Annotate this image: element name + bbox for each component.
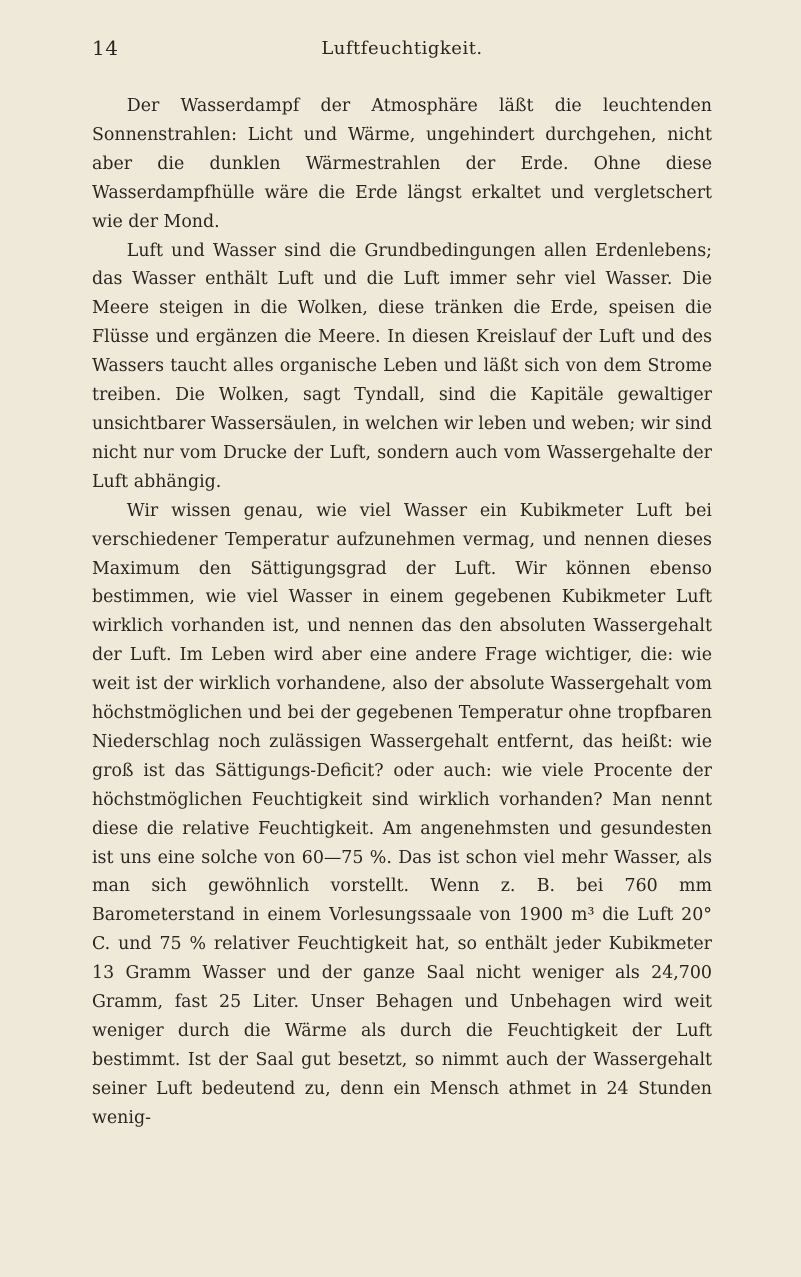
paragraph: Luft und Wasser sind die Grundbedingungen allen Erdenlebens; das Wasser enthält Luft und die Luft immer sehr viel Wasser. Die Meere steigen in die Wolken, diese tränken die Erde, speisen die Flüsse und ergänzen die Meere. In diesen Kreislauf der Luft und des Wassers taucht alles organische Leben und läßt sich von dem Strome treiben. Die Wolken, sagt Tyndall, sind die Kapitäle gewaltiger unsichtbarer Wassersäulen, in welchen wir leben und weben; wir sind nicht nur vom Drucke der Luft, sondern auch vom Wassergehalte der Luft abhängig. xyxy=(92,240,712,492)
body-text xyxy=(92,92,712,1133)
paragraph: Wir wissen genau, wie viel Wasser ein Kubikmeter Luft bei verschiedener Temperatur aufzunehmen vermag, und nennen dieses Maximum den Sättigungsgrad der Luft. Wir können ebenso bestimmen, wie viel Wasser in einem gegebenen Kubikmeter Luft wirklich vorhanden ist, und nennen das den absoluten Wassergehalt der Luft. Im Leben wird aber eine andere Frage wichtiger, die: wie weit ist der wirklich vorhandene, also der absolute Wassergehalt vom höchstmöglichen und bei der gegebenen Temperatur ohne tropfbaren Niederschlag noch zulässigen Wassergehalt entfernt, das heißt: wie groß ist das Sättigungs-Deficit? oder auch: wie viele Procente der höchstmöglichen Feuchtigkeit sind wirklich vorhanden? Man nennt diese die relative Feuchtigkeit. Am angenehmsten und gesundesten ist uns eine solche von 60—75 %. Das ist schon viel mehr Wasser, als man sich gewöhnlich vorstellt. Wenn z. B. bei 760 mm Barometerstand in einem Vorlesungssaale von 1900 m³ die Luft 20° C. und 75 % relativer Feuchtigkeit hat, so enthält jeder Kubikmeter 13 Gramm Wasser und der ganze Saal nicht weniger als 24,700 Gramm, fast 25 Liter. Unser Behagen und Unbehagen wird weit weniger durch die Wärme als durch die Feuchtigkeit der Luft bestimmt. Ist der Saal gut besetzt, so nimmt auch der Wassergehalt seiner Luft bedeutend zu, denn ein Mensch athmet in 24 Stunden wenig- xyxy=(92,500,712,1128)
paragraph: Der Wasserdampf der Atmosphäre läßt die leuchtenden Sonnenstrahlen: Licht und Wärme, ungehindert durchgehen, nicht aber die dunklen Wärmestrahlen der Erde. Ohne diese Wasserdampfhülle wäre die Erde längst erkaltet und vergletschert wie der Mond. xyxy=(92,96,712,232)
running-head xyxy=(92,36,712,64)
page-number: 14 xyxy=(92,36,119,60)
running-title: Luftfeuchtigkeit. xyxy=(321,38,483,59)
